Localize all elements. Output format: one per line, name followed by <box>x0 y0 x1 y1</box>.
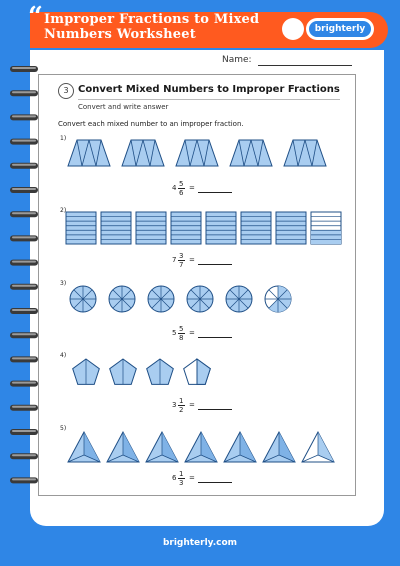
trapezoid-model <box>230 140 272 166</box>
denominator: 2 <box>179 406 184 414</box>
trapezoid-model <box>122 140 164 166</box>
numerator: 3 <box>179 252 184 260</box>
whole-number: 4 <box>172 184 177 192</box>
quote-mark-icon: “ <box>28 2 43 32</box>
equals-sign: = <box>189 401 195 409</box>
problem-label: 2) <box>60 207 67 214</box>
whole-number: 6 <box>172 474 177 482</box>
denominator: 8 <box>179 334 184 342</box>
denominator: 6 <box>179 189 184 197</box>
equals-sign: = <box>189 329 195 337</box>
problem-label: 5) <box>60 425 67 432</box>
shaded-strip <box>311 239 341 244</box>
problem-label: 1) <box>60 135 67 142</box>
page-title: Improper Fractions to Mixed Numbers Worksheet <box>44 12 260 42</box>
equals-sign: = <box>189 256 195 264</box>
problem-label: 3) <box>60 280 67 287</box>
equals-sign: = <box>189 474 195 482</box>
numerator: 1 <box>179 470 184 478</box>
shaded-strip <box>311 230 341 235</box>
numerator: 1 <box>179 397 184 405</box>
step-number: 3 <box>58 83 74 99</box>
denominator: 7 <box>179 261 184 269</box>
numerator: 5 <box>179 325 184 333</box>
name-label: Name: <box>222 55 252 65</box>
section-title: Convert Mixed Numbers to Improper Fractions <box>78 84 340 95</box>
shaded-half <box>197 359 210 384</box>
trapezoid-model <box>176 140 218 166</box>
shaded-strip <box>311 235 341 240</box>
section-subtitle: Convert and write answer <box>78 103 169 111</box>
whole-number: 7 <box>172 256 177 264</box>
trapezoid-model <box>68 140 110 166</box>
whole-number: 3 <box>172 401 177 409</box>
brand-name: brighterly <box>309 21 371 37</box>
trapezoid-model <box>284 140 326 166</box>
denominator: 3 <box>179 479 184 487</box>
equals-sign: = <box>189 184 195 192</box>
footer-site[interactable]: brighterly.com <box>162 538 238 548</box>
numerator: 5 <box>179 180 184 188</box>
whole-number: 5 <box>172 329 177 337</box>
instruction-text: Convert each mixed number to an improper fraction. <box>58 120 244 128</box>
problem-label: 4) <box>60 352 67 359</box>
